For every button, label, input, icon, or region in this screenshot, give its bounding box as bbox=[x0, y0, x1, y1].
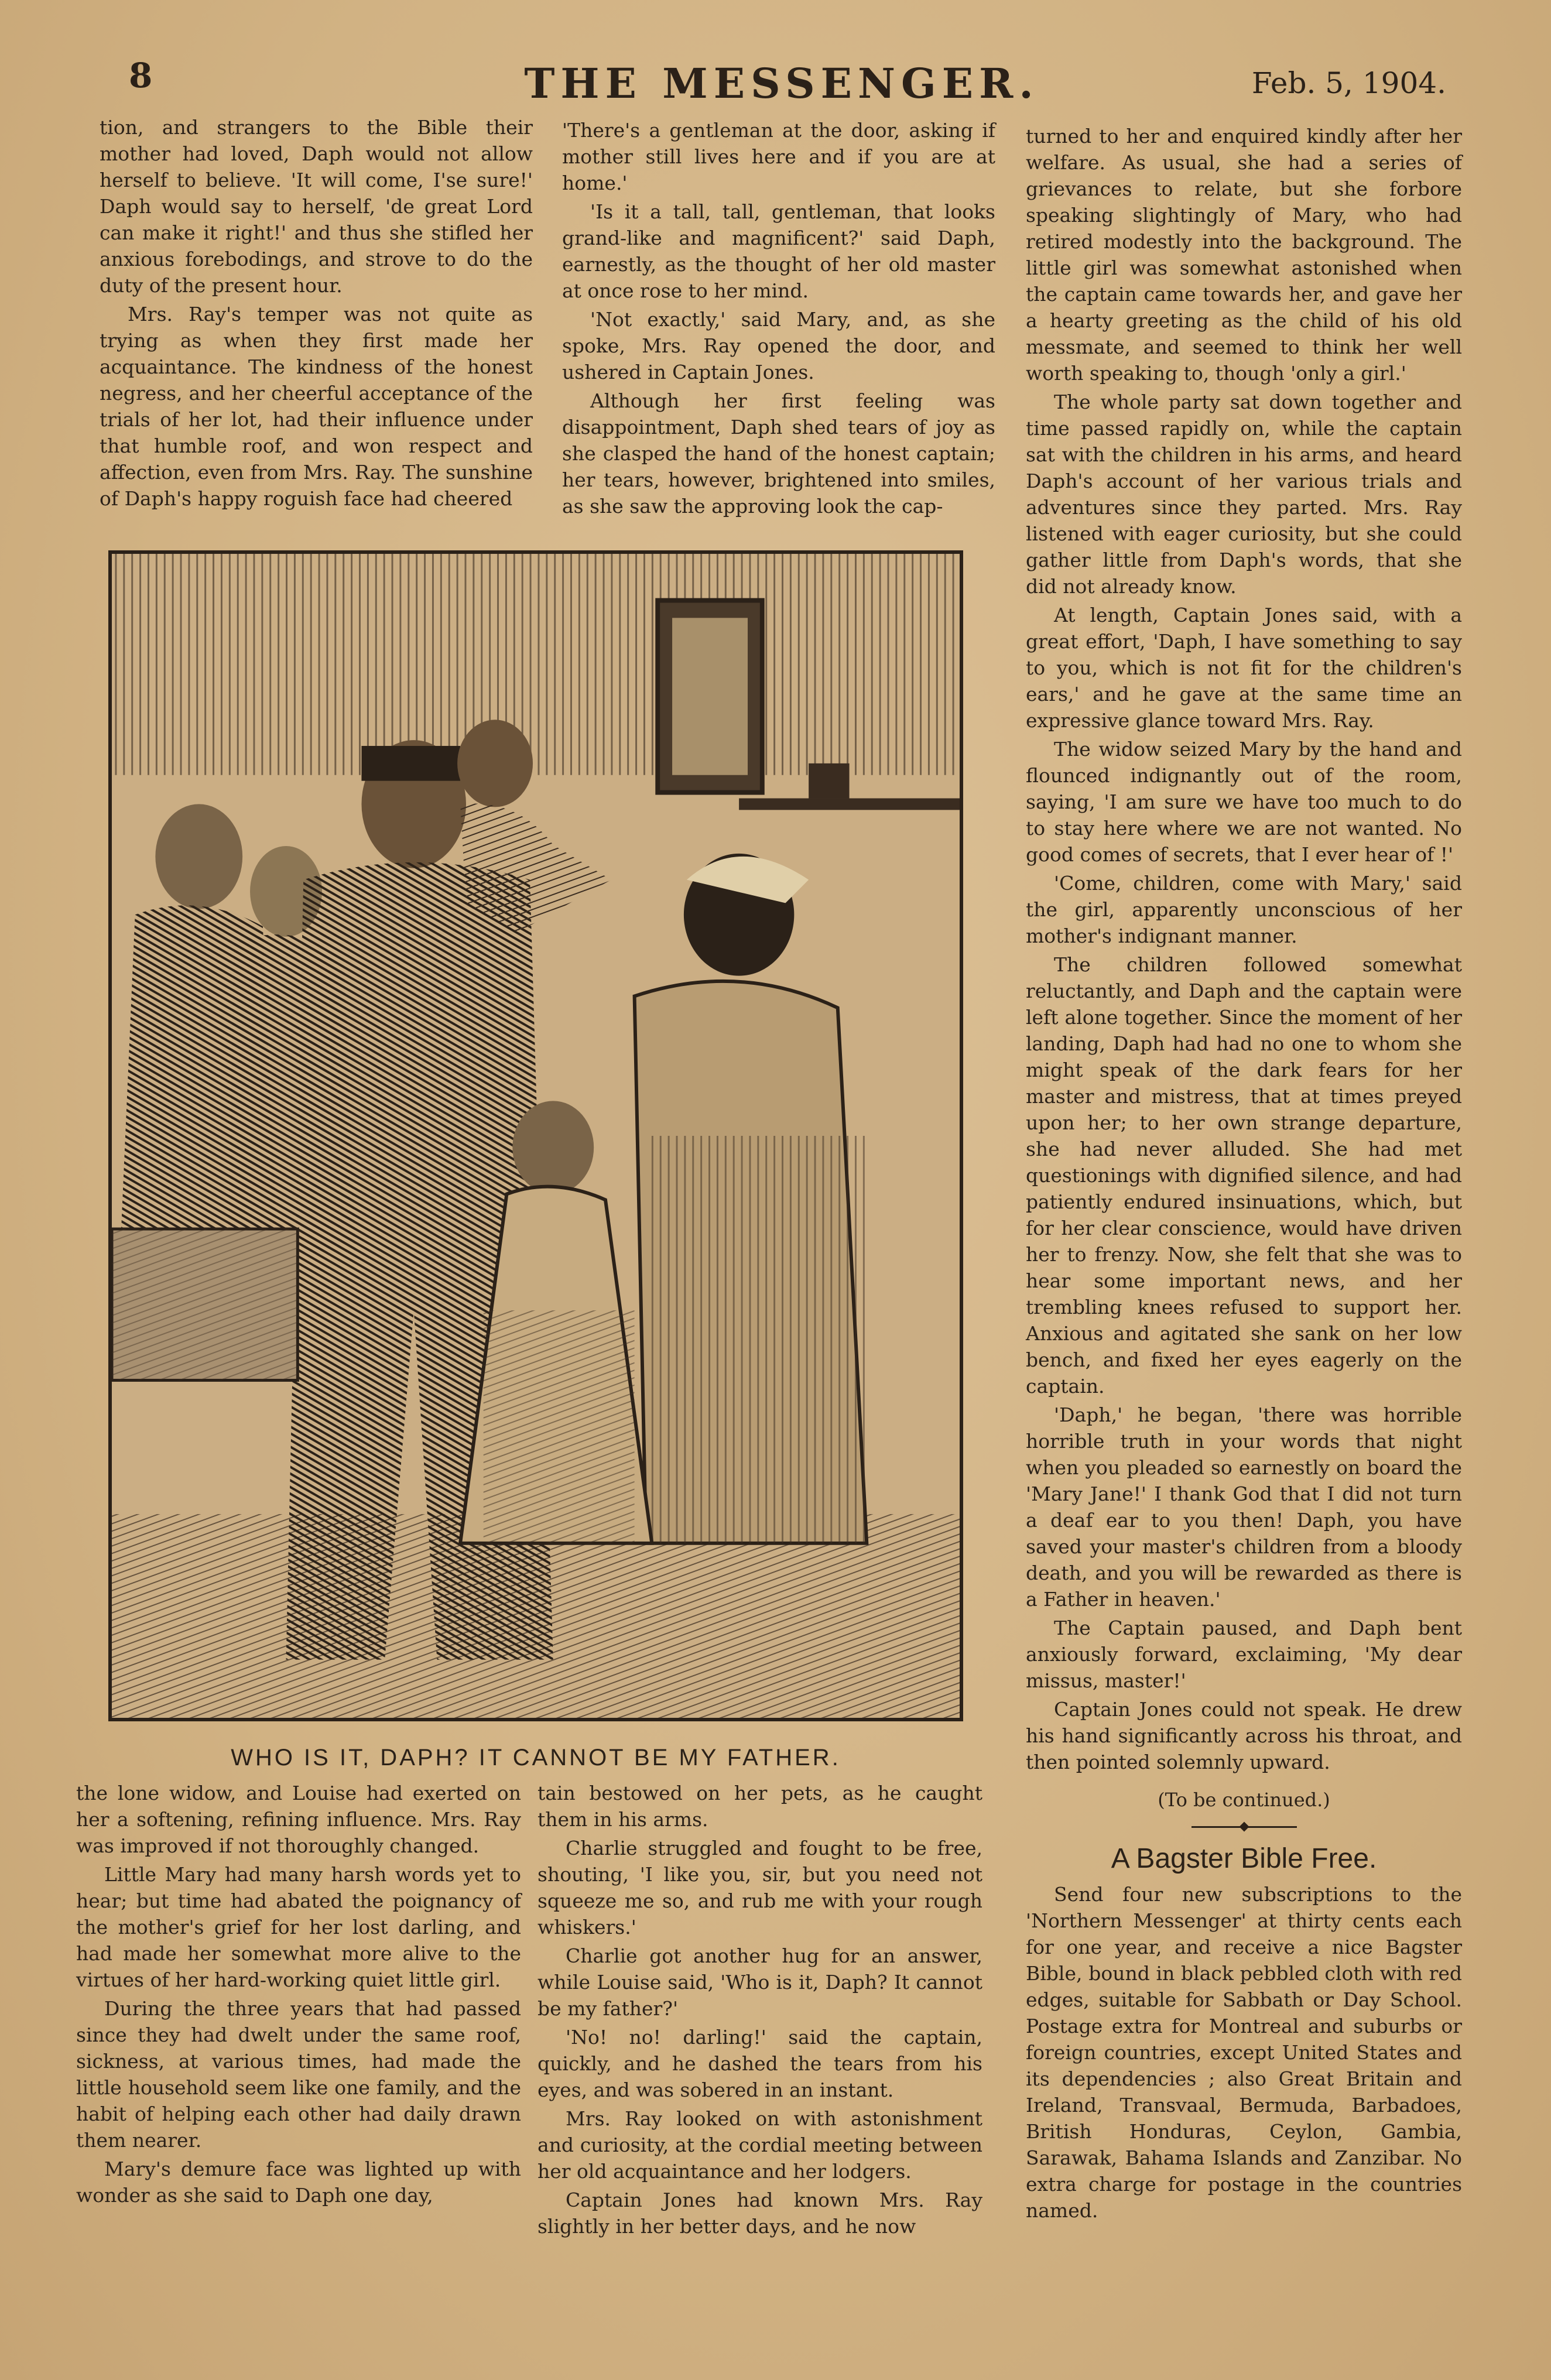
paragraph: 'There's a gentleman at the door, asking if mother still lives here and if you are at home.' bbox=[562, 119, 995, 194]
paragraph: Charlie got another hug for an answer, while Louise said, 'Who is it, Daph? It cannot be my father?' bbox=[537, 1944, 982, 2020]
ad-body: Send four new subscriptions to the 'Northern Messenger' at thirty cents each for one year, and receive a nice Bagster Bible, bound in black pebbled cloth with red edges, suitable for Sabbath or Day School. Postage extra for Montreal and suburbs or foreign countries, except United States and its dependencies ; also Great Britain and Ireland, Transvaal, Bermuda, Barbadoes, British Honduras, Ceylon, Gambia, Sarawak, Bahama Islands and Zanzibar. No extra charge for postage in the countries named. bbox=[1026, 1883, 1462, 2222]
engraving-drawing bbox=[112, 554, 960, 1718]
table-left bbox=[112, 1229, 297, 1380]
paragraph: The Captain paused, and Daph bent anxiously forward, exclaiming, 'My dear missus, master!' bbox=[1026, 1617, 1462, 1692]
ad-title: A Bagster Bible Free. bbox=[1111, 1843, 1377, 1874]
masthead-title: THE MESSENGER. bbox=[524, 59, 1039, 108]
paragraph: Captain Jones could not speak. He drew his hand significantly across his throat, and then pointed solemnly upward. bbox=[1026, 1698, 1462, 1773]
paragraph: The children followed somewhat reluctantly, and Daph and the captain were left alone together. Since the moment of her landing, Daph had had no one to whom she might speak of the dark fears for her master and mistress, that at times preyed upon her; to her own strange departure, she had never alluded. She had met questionings with dignified silence, and had patiently endured insinuations, which, but for her clear conscience, would have driven her to frenzy. Now, she felt that she was to hear some important news, and her trembling knees refused to support her. Anxious and agitated she sank on her low bench, and fixed her eyes eagerly on the captain. bbox=[1026, 953, 1462, 1398]
paragraph: The whole party sat down together and time passed rapidly on, while the captain sat with the children in his arms, and heard Daph's account of her various trials and adventures since they parted. Mrs. Ray listened with eager curiosity, but she could gather little from Daph's words, that she did not already know. bbox=[1026, 391, 1462, 598]
to-be-continued: (To be continued.) bbox=[1158, 1789, 1330, 1811]
paragraph: During the three years that had passed since they had dwelt under the same roof, sickness, at various times, had made the little household seem like one family, and the habit of helping each other had daily drawn them nearer. bbox=[76, 1997, 521, 2152]
issue-date: Feb. 5, 1904. bbox=[1251, 66, 1446, 100]
section-divider bbox=[1192, 1826, 1297, 1828]
column-3 bbox=[1026, 123, 1462, 2226]
column-2-bottom bbox=[537, 1780, 982, 2242]
paragraph: 'Not exactly,' said Mary, and, as she spoke, Mrs. Ray opened the door, and ushered in Captain Jones. bbox=[562, 308, 995, 383]
paragraph: 'No! no! darling!' said the captain, quickly, and he dashed the tears from his eyes, and was sobered in an instant. bbox=[537, 2026, 982, 2101]
paragraph: 'Daph,' he began, 'there was horrible horrible truth in your words that night when you pleaded so earnestly on board the 'Mary Jane!' I thank God that I did not turn a deaf ear to you then! Daph, you have saved your master's children from a bloody death, and you will be rewarded as there is a Father in heaven.' bbox=[1026, 1403, 1462, 1611]
illustration-caption: WHO IS IT, DAPH? IT CANNOT BE MY FATHER. bbox=[231, 1745, 841, 1771]
engraving-illustration bbox=[108, 550, 963, 1721]
paragraph: The widow seized Mary by the hand and flounced indignantly out of the room, saying, 'I am sure we have too much to do to stay here where we are not wanted. No good comes of secrets, that I ever hear of !' bbox=[1026, 738, 1462, 866]
paragraph: tion, and strangers to the Bible their mother had loved, Daph would not allow herself to believe. 'It will come, I'se sure!' Daph would say to herself, 'de great Lord can make it right!' and thus she stifled her anxious forebodings, and strove to do the duty of the present hour. bbox=[100, 116, 533, 297]
column-1-bottom bbox=[76, 1780, 521, 2211]
paragraph: Although her first feeling was disappointment, Daph shed tears of joy as she clasped the hand of the honest captain; her tears, however, brightened into smiles, as she saw the approving look the cap- bbox=[562, 389, 995, 518]
column-2-top bbox=[562, 117, 995, 522]
paragraph: Mrs. Ray's temper was not quite as trying as when they first made her acquaintance. The kindness of the honest negress, and her cheerful acceptance of the trials of her lot, had their influence under that humble roof, and won respect and affection, even from Mrs. Ray. The sunshine of Daph's happy roguish face had cheered bbox=[100, 303, 533, 510]
paragraph: turned to her and enquired kindly after her welfare. As usual, she had a series of grievances to relate, but she forbore speaking slightingly of Mary, who had retired modestly into the background. The little girl was somewhat astonished when the captain came towards her, and gave her a hearty greeting as the child of his old messmate, and seemed to think her well worth speaking to, though 'only a girl.' bbox=[1026, 125, 1462, 385]
paragraph: tain bestowed on her pets, as he caught them in his arms. bbox=[537, 1782, 982, 1831]
column-1-top bbox=[100, 114, 533, 514]
paragraph: Captain Jones had known Mrs. Ray slightly in her better days, and he now bbox=[537, 2189, 982, 2238]
page-header bbox=[94, 56, 1470, 114]
paragraph: the lone widow, and Louise had exerted on her a softening, refining influence. Mrs. Ray was improved if not thoroughly changed. bbox=[76, 1782, 521, 1857]
page-number: 8 bbox=[129, 56, 153, 95]
paragraph: Mary's demure face was lighted up with wonder as she said to Daph one day, bbox=[76, 2158, 521, 2207]
paragraph: Mrs. Ray looked on with astonishment and curiosity, at the cordial meeting between her old acquaintance and her lodgers. bbox=[537, 2107, 982, 2183]
paragraph: 'Is it a tall, tall, gentleman, that looks grand-like and magnificent?' said Daph, earnestly, as the thought of her old master at once rose to her mind. bbox=[562, 200, 995, 302]
paragraph: Charlie struggled and fought to be free, shouting, 'I like you, sir, but you need not squeeze me so, and rub me with your rough whiskers.' bbox=[537, 1837, 982, 1939]
paragraph: Little Mary had many harsh words yet to hear; but time had abated the poignancy of the mother's grief for her lost darling, and had made her somewhat more alive to the virtues of her hard-working quiet little girl. bbox=[76, 1863, 521, 1991]
paragraph: 'Come, children, come with Mary,' said the girl, apparently unconscious of her mother's indignant manner. bbox=[1026, 872, 1462, 947]
paragraph: At length, Captain Jones said, with a great effort, 'Daph, I have something to say to you, which is not fit for the children's ears,' and he gave at the same time an expressive glance toward Mrs. Ray. bbox=[1026, 604, 1462, 732]
